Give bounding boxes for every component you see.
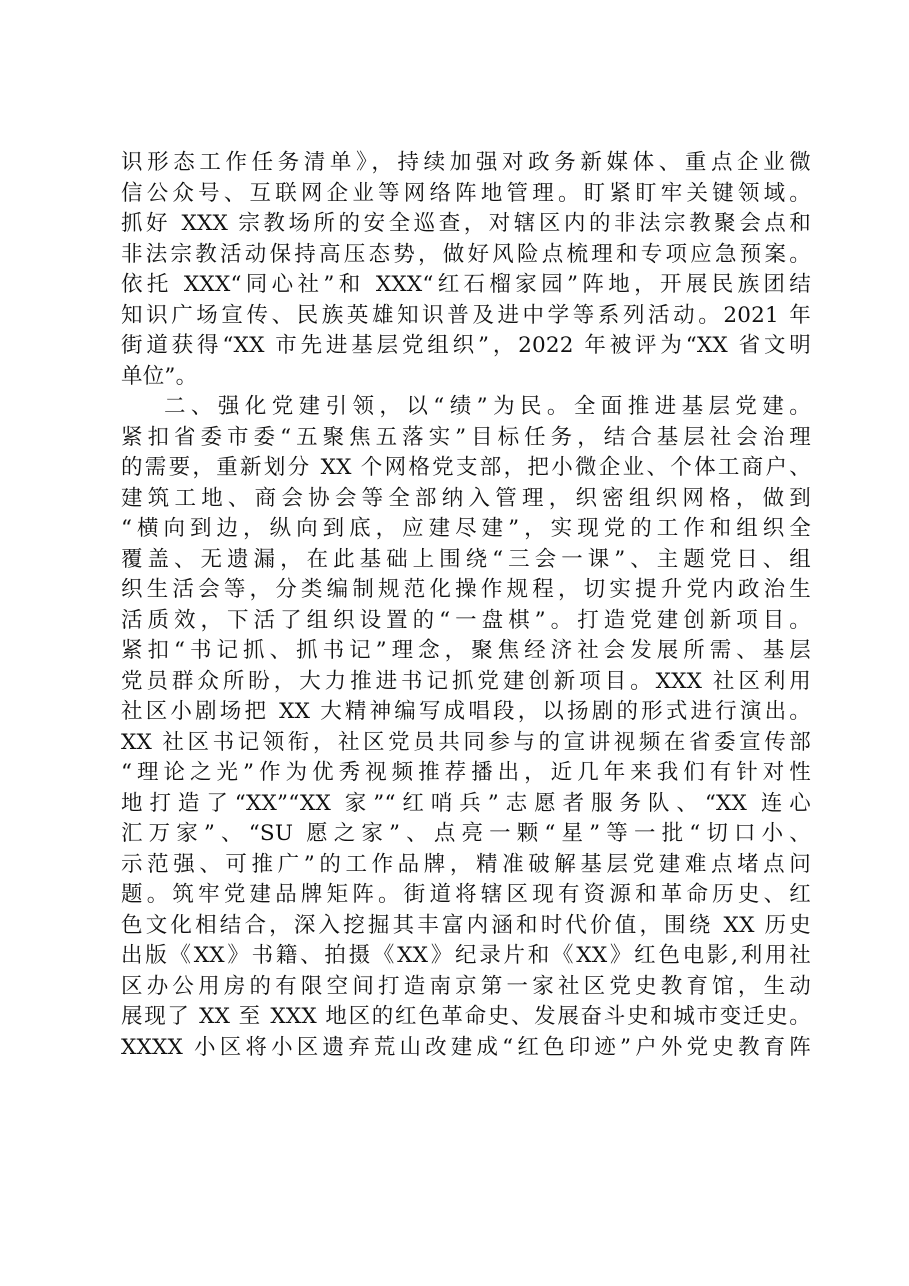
text-line: 的需要，重新划分 XX 个网格党支部，把小微企业、个体工商户、 xyxy=(121,455,811,480)
text-line: 党员群众所盼，大力推进书记抓党建创新项目。XXX 社区利用 xyxy=(121,668,811,694)
text-line: 汇万家”、“SU 愿之家”、点亮一颗“星”等一批“切口小、 xyxy=(121,821,811,846)
text-line: 地打造了“XX”“XX 家”“红哨兵”志愿者服务队、“XX 连心 xyxy=(121,790,811,816)
text-line: 依托 XXX“同心社”和 XXX“红石榴家园”阵地，开展民族团结 xyxy=(121,272,811,297)
text-line: 识形态工作任务清单》，持续加强对政务新媒体、重点企业微 xyxy=(121,150,811,175)
text-line: 出版《XX》书籍、拍摄《XX》纪录片和《XX》红色电影,利用社 xyxy=(121,943,811,968)
text-line: “横向到边，纵向到底，应建尽建”，实现党的工作和组织全 xyxy=(121,516,811,541)
text-line: 街道获得“XX 市先进基层党组织”，2022 年被评为“XX 省文明 xyxy=(121,333,811,358)
text-line: 单位”。 xyxy=(121,363,198,389)
text-line: 建筑工地、商会协会等全部纳入管理，织密组织网格，做到 xyxy=(121,485,811,511)
text-line: 社区小剧场把 XX 大精神编写成唱段，以扬剧的形式进行演出。 xyxy=(121,699,811,724)
text-line: 知识广场宣传、民族英雄知识普及进中学等系列活动。2021 年 xyxy=(121,302,811,328)
document-body xyxy=(121,148,811,1063)
section-heading-line: 二、强化党建引领，以“绩”为民。全面推进基层党建。 xyxy=(164,394,811,419)
text-line: 区办公用房的有限空间打造南京第一家社区党史教育馆，生动 xyxy=(121,973,811,999)
text-line: 展现了 XX 至 XXX 地区的红色革命史、发展奋斗史和城市变迁史。 xyxy=(121,1004,811,1029)
text-line: 活质效，下活了组织设置的“一盘棋”。打造党建创新项目。 xyxy=(121,607,811,633)
text-line: 题。筑牢党建品牌矩阵。街道将辖区现有资源和革命历史、红 xyxy=(121,882,811,907)
text-line: XXXX 小区将小区遗弃荒山改建成“红色印迹”户外党史教育阵 xyxy=(121,1034,811,1060)
text-line: XX 社区书记领衔，社区党员共同参与的宣讲视频在省委宣传部 xyxy=(121,729,811,755)
text-line: “理论之光”作为优秀视频推荐播出，近几年来我们有针对性 xyxy=(121,760,811,785)
text-line: 织生活会等，分类编制规范化操作规程，切实提升党内政治生 xyxy=(121,577,811,602)
text-line: 非法宗教活动保持高压态势，做好风险点梳理和专项应急预案。 xyxy=(121,241,811,267)
text-line: 示范强、可推广”的工作品牌，精准破解基层党建难点堵点问 xyxy=(121,851,811,877)
text-line: 紧扣省委市委“五聚焦五落实”目标任务，结合基层社会治理 xyxy=(121,424,811,450)
text-line: 紧扣“书记抓、抓书记”理念，聚焦经济社会发展所需、基层 xyxy=(121,638,811,663)
text-line: 信公众号、互联网企业等网络阵地管理。盯紧盯牢关键领域。 xyxy=(121,180,811,206)
text-line: 色文化相结合，深入挖掘其丰富内涵和时代价值，围绕 XX 历史 xyxy=(121,912,811,938)
text-line: 抓好 XXX 宗教场所的安全巡查，对辖区内的非法宗教聚会点和 xyxy=(121,211,811,236)
text-line: 覆盖、无遗漏，在此基础上围绕“三会一课”、主题党日、组 xyxy=(121,546,811,572)
